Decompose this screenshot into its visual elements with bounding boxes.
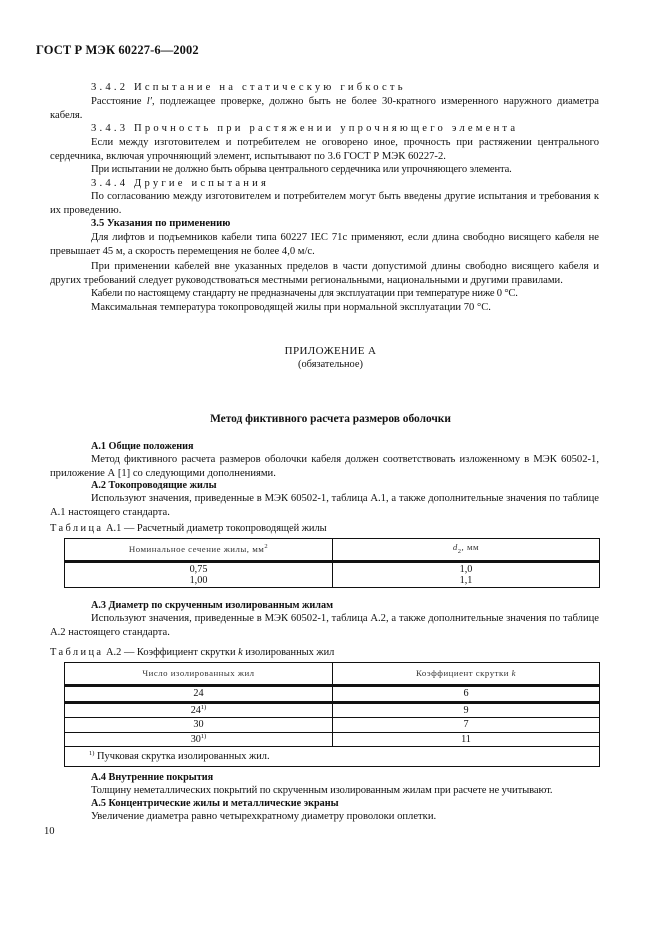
table-a1-caption: Таблица А.1 — Расчетный диаметр токопроводящей жилы <box>50 523 327 534</box>
table-a1 <box>64 538 600 588</box>
section-3-5-text-3: Кабели по настоящему стандарту не предназначены для эксплуатации при температуре ниже 0 °С. <box>91 288 518 299</box>
a3-heading: А.3 Диаметр по скрученным изолированным жилам <box>91 600 334 611</box>
a4-text: Толщину неметаллических покрытий по скрученным изолированным жилам при расчете не учитывают. <box>91 785 553 796</box>
section-3-4-3-text: Если между изготовителем и потребителем не оговорено иное, прочность при растяжении центрального сердечника, включая упрочняющий элемент, испытывают по 3.6 ГОСТ Р МЭК 60227-2. <box>50 137 599 162</box>
table-row: 24 6 <box>65 686 600 703</box>
a4-heading: А.4 Внутренние покрытия <box>91 772 214 783</box>
table-a1-cell-section-0: 0,75 <box>189 564 208 575</box>
section-3-4-4-heading: 3.4.4 Другие испытания <box>91 178 270 189</box>
a2-text: Используют значения, приведенные в МЭК 60502-1, таблица А.1, а также дополнительные значения по таблице А.1 настоящего стандарта. <box>50 493 599 518</box>
table-a2-caption: Таблица А.2 — Коэффициент скрутки k изолированных жил <box>50 647 335 658</box>
table-row: 30$^{1)}$ 11 <box>65 732 600 747</box>
table-footnote-row <box>65 747 600 767</box>
table-a2-header-count: Число изолированных жил <box>65 663 333 686</box>
table-a2-header-k: Коэффициент скрутки k <box>333 663 600 686</box>
table-row: 30 7 <box>65 718 600 733</box>
section-3-4-4-text: По согласованию между изготовителем и потребителем могут быть введены другие испытания и требования к их проведению. <box>50 191 599 216</box>
table-row <box>65 562 600 588</box>
table-a1-header-section: Номинальное сечение жилы, $мм^2$ <box>65 539 333 562</box>
table-a2-footnote: $^{1)}$ Пучковая скрутка изолированных жил. <box>65 747 600 767</box>
section-3-5-text-2: При применении кабелей вне указанных пределов в части допустимой длины свободно висящего кабеля и других требований следует руководствоваться местными региональными, национальными и другими правилами. <box>50 261 599 286</box>
section-3-4-3-text-2: При испытании не должно быть обрыва центрального сердечника или упрочняющего элемента. <box>91 164 512 175</box>
a5-text: Увеличение диаметра равно четырехкратному диаметру проволоки оплетки. <box>91 811 437 822</box>
table-row: 24$^{1)}$ 9 <box>65 702 600 718</box>
a5-heading: А.5 Концентрические жилы и металлические экраны <box>91 798 339 809</box>
a1-heading: А.1 Общие положения <box>91 441 194 452</box>
a2-heading: А.2 Токопроводящие жилы <box>91 480 217 491</box>
document-header: ГОСТ Р МЭК 60227-6—2002 <box>36 43 199 57</box>
section-3-4-2-heading: 3.4.2 Испытание на статическую гибкость <box>91 82 406 93</box>
section-3-5-heading: 3.5 Указания по применению <box>91 218 231 229</box>
appendix-subtitle: (обязательное) <box>298 359 363 370</box>
section-3-5-text-4: Максимальная температура токопроводящей жилы при нормальной эксплуатации 70 °С. <box>91 302 491 313</box>
appendix-title: ПРИЛОЖЕНИЕ А <box>284 345 377 357</box>
table-a1-header-d2: $d_2$, мм <box>333 539 600 562</box>
table-a1-cell-section-1: 1,00 <box>189 575 208 586</box>
table-a1-cell-d2-1: 1,1 <box>459 575 473 586</box>
section-3-5-text-1: Для лифтов и подъемников кабели типа 60227 IEC 71c применяют, если длина свободно висящего кабеля не превышает 45 м, а скорость перемещения не более 4,0 м/с. <box>50 232 599 257</box>
page-number: 10 <box>44 826 55 837</box>
table-a1-cell-d2-0: 1,0 <box>459 564 473 575</box>
method-title: Метод фиктивного расчета размеров оболочки <box>210 413 451 425</box>
a3-text: Используют значения, приведенные в МЭК 60502-1, таблица А.2, а также дополнительные значения по таблице А.2 настоящего стандарта. <box>50 613 599 638</box>
table-a2 <box>64 662 600 767</box>
a1-text: Метод фиктивного расчета размеров оболочки кабеля должен соответствовать изложенному в МЭК 60502-1, приложение А [1] со следующими дополнениями. <box>50 454 599 479</box>
section-3-4-3-heading: 3.4.3 Прочность при растяжении упрочняющего элемента <box>91 123 519 134</box>
section-3-4-2-text: Расстояние l′, подлежащее проверке, должно быть не более 30-кратного измеренного наружного диаметра кабеля. <box>50 96 599 121</box>
